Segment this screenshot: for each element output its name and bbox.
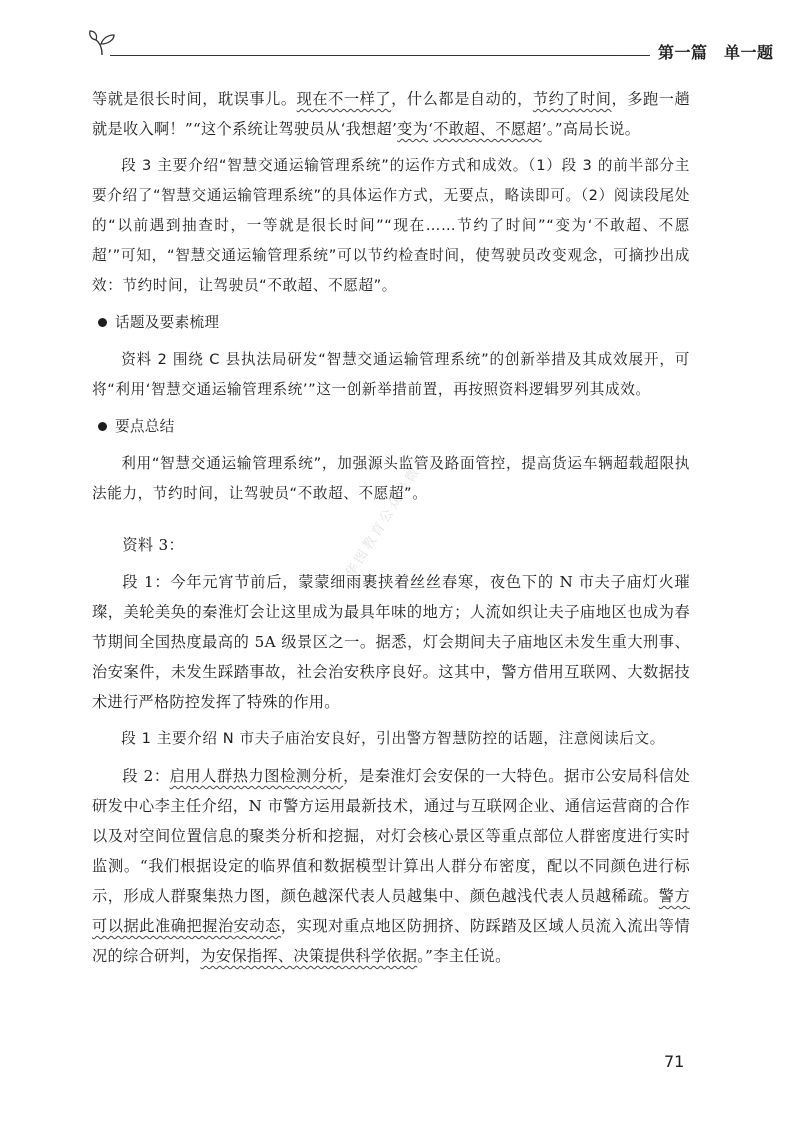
- underlined-phrase: 警方可以据此准确把握治安动态: [92, 887, 690, 935]
- analysis-paragraph-section-1: 段 1 主要介绍 N 市夫子庙治安良好，引出警方智慧防控的话题，注意阅读后文。: [121, 730, 665, 747]
- text-span: ’。”高局长说。: [541, 120, 641, 138]
- bullet-topic-elements: [92, 308, 690, 338]
- underlined-phrase: 启用人群热力图检测分析: [169, 767, 344, 785]
- text-span: ，实现对重点地区防拥挤、防踩踏及区域人员流入流出等情况的综合研判，: [92, 917, 690, 965]
- bullet-label: 话题及要素梳理: [115, 314, 220, 331]
- text-span: ，什么都是自动的，: [391, 90, 533, 108]
- topic-elements-paragraph: 资料 2 围绕 C 县执法局研发“智慧交通运输管理系统”的创新举措及其成效展开，可将“利用‘智慧交通运输管理系统’”这一创新举措前置，再按照资料逻辑罗列其成效。: [92, 351, 690, 398]
- page-content: [92, 84, 690, 978]
- paragraph-material-2-ending: [92, 84, 690, 144]
- key-points-paragraph: 利用“智慧交通运输管理系统”，加强源头监管及路面管控，提高货运车辆超载超限执法能力，节约时间，让驾驶员“不敢超、不愿超”。: [92, 455, 690, 502]
- text-span: ，是秦淮灯会安保的一大特色。据市公安局科信处研发中心李主任介绍，N 市警方运用最新技术，通过与互联网企业、通信运营商的合作以及对空间位置信息的聚类分析和挖掘，对灯会核心景区等重点部位人群密度进行实时监测。“我们根据设定的临界值和数据模型计算出人群分布密度，配以不同颜色进行标示，形成人群聚集热力图，颜色越深代表人员越集中、颜色越浅代表人员越稀疏。: [92, 767, 690, 905]
- underlined-phrase: 为安保指挥、决策提供科学依据: [200, 947, 418, 965]
- header-rule: [110, 55, 650, 56]
- underlined-phrase: 现在不一样了: [296, 90, 392, 108]
- text-span: 。”李主任说。: [417, 947, 511, 965]
- bullet-dot-icon: [98, 422, 107, 431]
- bullet-dot-icon: [98, 318, 107, 327]
- material-3-heading: 资料 3：: [122, 536, 184, 554]
- page-number: 71: [664, 1052, 685, 1071]
- header-dashed-rule: [588, 55, 650, 56]
- underlined-phrase: 变为: [397, 120, 429, 138]
- underlined-phrase: 不敢超、不愿超: [433, 120, 542, 138]
- text-span: 等就是很长时间，耽误事儿。: [92, 90, 297, 108]
- watermark: 华图教育公众号微信: [343, 449, 433, 581]
- analysis-paragraph-section-3: 段 3 主要介绍“智慧交通运输管理系统”的运作方式和成效。（1）段 3 的前半部分主要介绍了“智慧交通运输管理系统”的具体运作方式，无要点，略读即可。（2）阅读段尾处的“以前遇到抽查时，一等就是很长时间”“现在……节约了时间”“变为‘不敢超、不愿超’”可知，“智慧交通运输管理系统”可以节约检查时间，使驾驶员改变观念，可摘抄出成效：节约时间，让驾驶员“不敢超、不愿超”。: [92, 157, 690, 294]
- text-span: 段 2：: [122, 767, 170, 785]
- material-3-section-2: [92, 761, 690, 971]
- sprout-icon: [88, 28, 120, 58]
- underlined-phrase: 节约了时间: [532, 90, 612, 108]
- text-span: ‘: [428, 120, 434, 138]
- bullet-key-points: [92, 412, 690, 442]
- material-3-section-1: 段 1：今年元宵节前后，蒙蒙细雨裹挟着丝丝春寒，夜色下的 N 市夫子庙灯火璀璨，美轮美奂的秦淮灯会让这里成为最具年味的地方；人流如织让夫子庙地区也成为春节期间全国热度最高的 5A 级景区之一。据悉，灯会期间夫子庙地区未发生重大刑事、治安案件，未发生踩踏事故，社会治安秩序良好。这其中，警方借用互联网、大数据技术进行严格防控发挥了特殊的作用。: [92, 573, 690, 711]
- page-header: [88, 28, 774, 68]
- text-span: ，多跑一趟就是收入啊！”“这个系统让驾驶员从‘我想超’: [92, 90, 691, 138]
- bullet-label: 要点总结: [115, 418, 175, 435]
- section-title: 第一篇 单一题: [658, 43, 774, 62]
